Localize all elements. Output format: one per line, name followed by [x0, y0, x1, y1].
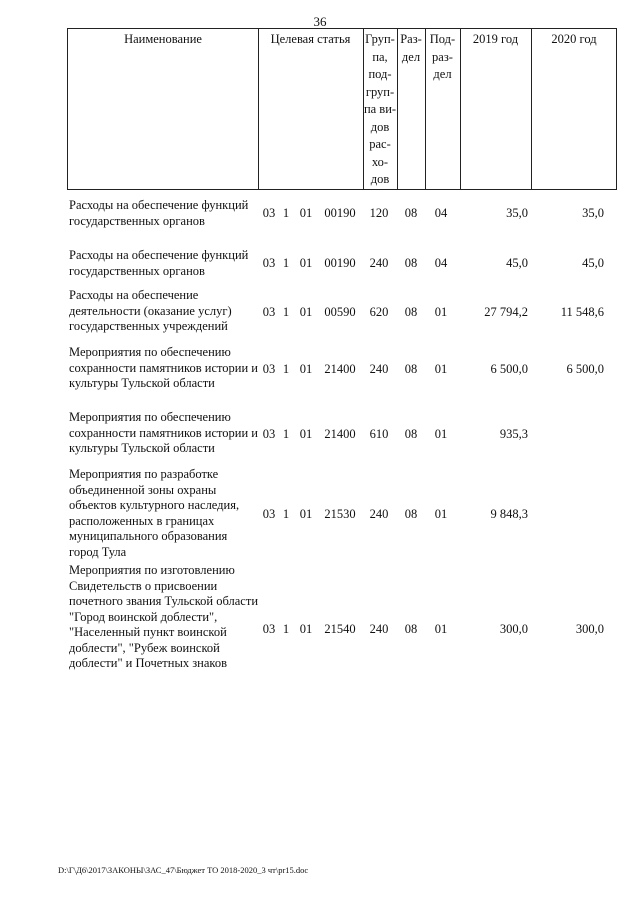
subsection-code: 01	[434, 427, 448, 441]
table-row	[0, 410, 640, 458]
table-row	[0, 248, 640, 280]
target-code-part: 1	[282, 305, 290, 319]
target-code-part: 21540	[324, 622, 356, 636]
value-2019: 9 848,3	[490, 507, 528, 521]
section-code: 08	[404, 427, 418, 441]
table-row	[0, 467, 640, 561]
header-group: Груп- па, под- груп- па ви- дов рас- хо- дов	[363, 32, 397, 186]
target-code-part: 1	[282, 427, 290, 441]
group-code: 610	[369, 427, 389, 441]
value-2019: 6 500,0	[490, 362, 528, 376]
target-code-part: 1	[282, 622, 290, 636]
value-2019: 300,0	[499, 622, 528, 636]
header-section: Раз- дел	[400, 32, 422, 64]
value-2019: 35,0	[506, 206, 528, 220]
target-code-part: 21530	[324, 507, 356, 521]
column-divider	[258, 29, 259, 189]
value-2019: 935,3	[499, 427, 528, 441]
target-code-part: 01	[299, 622, 313, 636]
target-code-part: 03	[262, 427, 276, 441]
header-subsection: Под- раз- дел	[429, 32, 456, 81]
target-code-part: 01	[299, 256, 313, 270]
header-name: Наименование	[124, 32, 202, 46]
target-code-part: 03	[262, 622, 276, 636]
row-name: Расходы на обеспечение функций государственных органов	[69, 248, 249, 278]
group-code: 240	[369, 256, 389, 270]
target-code-part: 00190	[324, 206, 356, 220]
target-code-part: 01	[299, 362, 313, 376]
table-row	[0, 198, 640, 230]
target-code-part: 00190	[324, 256, 356, 270]
target-code-part: 1	[282, 206, 290, 220]
row-name: Мероприятия по обеспечению сохранности памятников истории и культуры Тульской области	[69, 345, 258, 390]
target-code-part: 03	[262, 305, 276, 319]
target-code-part: 03	[262, 206, 276, 220]
target-code-part: 01	[299, 206, 313, 220]
section-code: 08	[404, 206, 418, 220]
target-code-part: 01	[299, 507, 313, 521]
section-code: 08	[404, 507, 418, 521]
file-path-footer: D:\Г\Д6\2017\ЗАКОНЫ\ЗАС_47\Бюджет ТО 2018-2020_3 чт\pr15.doc	[58, 865, 309, 875]
column-divider	[460, 29, 461, 189]
value-2020: 6 500,0	[566, 362, 604, 376]
section-code: 08	[404, 256, 418, 270]
subsection-code: 04	[434, 206, 448, 220]
target-code-part: 01	[299, 427, 313, 441]
value-2020: 45,0	[582, 256, 604, 270]
header-2019: 2019 год	[472, 32, 519, 46]
target-code-part: 1	[282, 362, 290, 376]
value-2020: 300,0	[575, 622, 604, 636]
subsection-code: 04	[434, 256, 448, 270]
row-name: Мероприятия по разработке объединенной зоны охраны объектов культурного наследия, расположенных в границах муниципального образования город Тула	[69, 467, 240, 559]
target-code-part: 00590	[324, 305, 356, 319]
value-2020: 35,0	[582, 206, 604, 220]
row-name: Мероприятия по обеспечению сохранности памятников истории и культуры Тульской области	[69, 410, 258, 455]
row-name: Расходы на обеспечение деятельности (оказание услуг) государственных учреждений	[69, 288, 232, 333]
target-code-part: 21400	[324, 362, 356, 376]
subsection-code: 01	[434, 507, 448, 521]
table-row	[0, 288, 640, 336]
target-code-part: 03	[262, 256, 276, 270]
subsection-code: 01	[434, 622, 448, 636]
header-target: Целевая статья	[270, 32, 351, 46]
table-row	[0, 345, 640, 393]
page-number: 36	[313, 14, 327, 29]
target-code-part: 03	[262, 362, 276, 376]
table-header	[67, 28, 617, 190]
section-code: 08	[404, 362, 418, 376]
group-code: 620	[369, 305, 389, 319]
group-code: 240	[369, 622, 389, 636]
column-divider	[531, 29, 532, 189]
table-row	[0, 563, 640, 689]
row-name: Расходы на обеспечение функций государственных органов	[69, 198, 249, 228]
group-code: 240	[369, 362, 389, 376]
group-code: 120	[369, 206, 389, 220]
value-2020: 11 548,6	[560, 305, 604, 319]
group-code: 240	[369, 507, 389, 521]
value-2019: 27 794,2	[484, 305, 528, 319]
subsection-code: 01	[434, 305, 448, 319]
target-code-part: 01	[299, 305, 313, 319]
value-2019: 45,0	[506, 256, 528, 270]
header-2020: 2020 год	[551, 32, 597, 46]
target-code-part: 1	[282, 256, 290, 270]
target-code-part: 21400	[324, 427, 356, 441]
section-code: 08	[404, 622, 418, 636]
target-code-part: 1	[282, 507, 290, 521]
row-name: Мероприятия по изготовлению Свидетельств о присвоении почетного звания Тульской области "Город воинской доблести", "Населенный пункт воинской доблести", "Рубеж воинской доблести" и Почетных знаков	[69, 563, 259, 670]
subsection-code: 01	[434, 362, 448, 376]
target-code-part: 03	[262, 507, 276, 521]
section-code: 08	[404, 305, 418, 319]
